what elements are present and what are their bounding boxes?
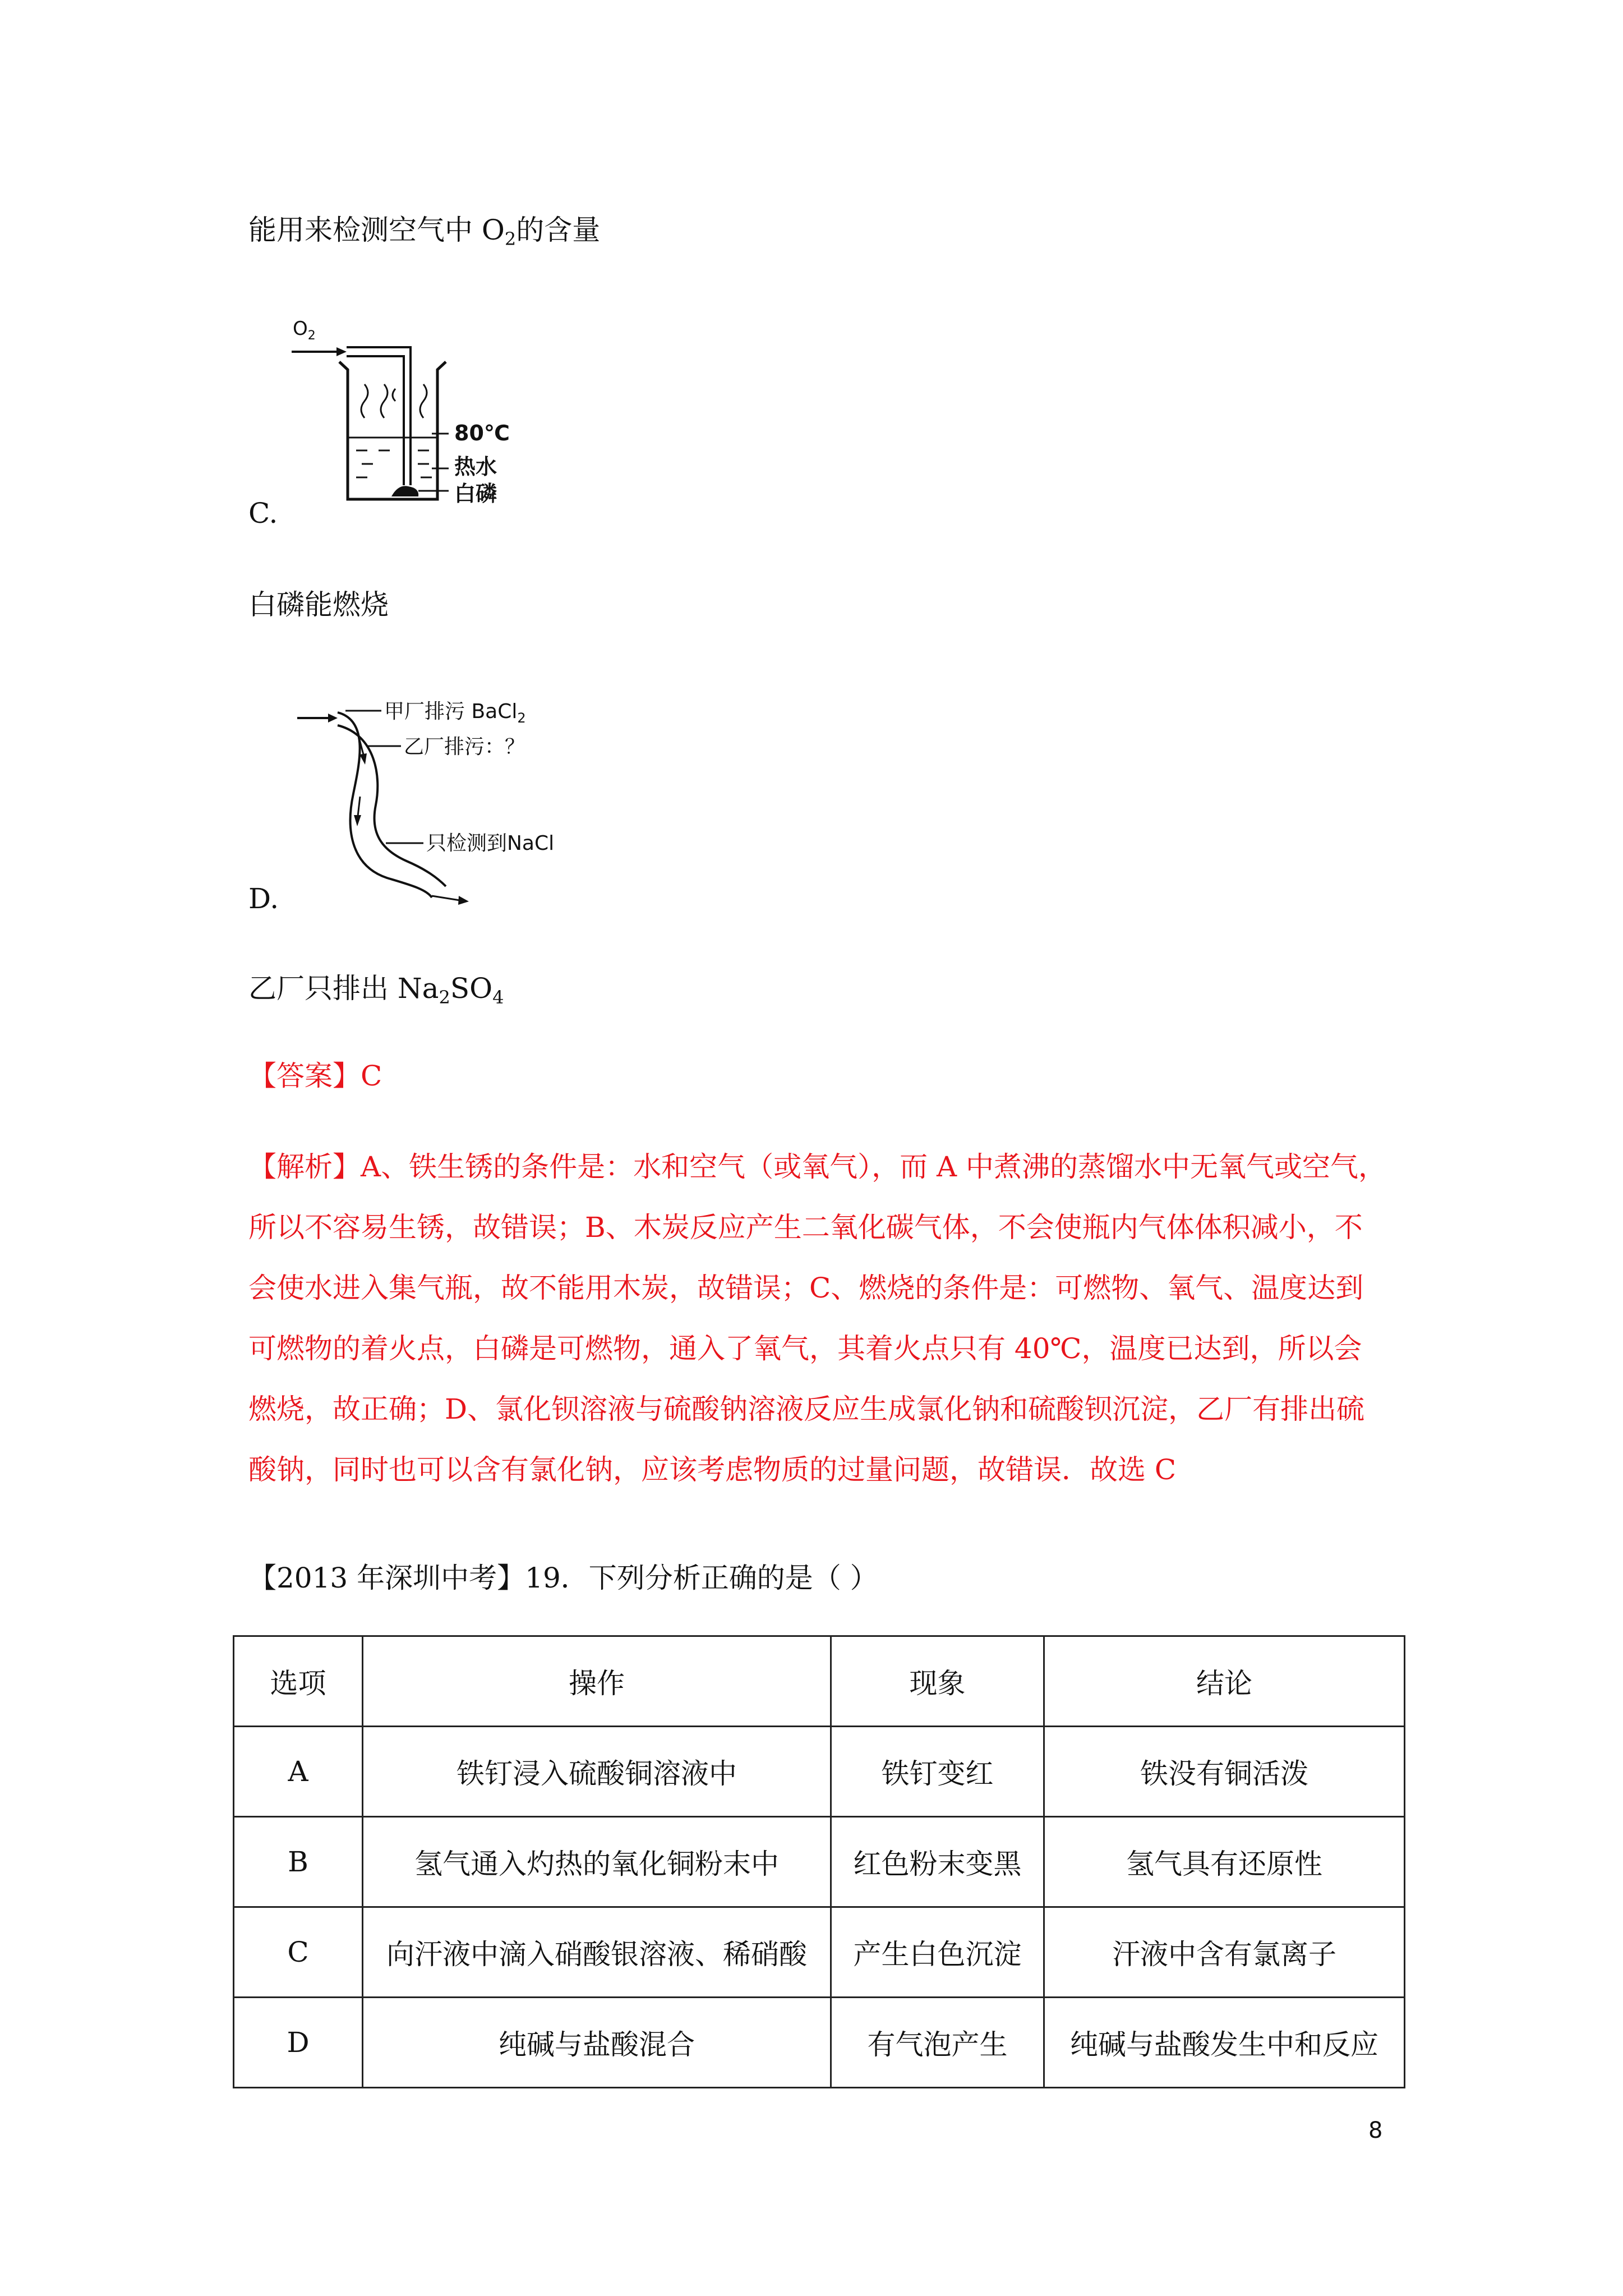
table-cell: 纯碱与盐酸发生中和反应 <box>1044 1998 1405 2088</box>
header-phenomenon: 现象 <box>831 1636 1044 1727</box>
table-header-row <box>234 1636 1405 1727</box>
table-cell: 有气泡产生 <box>831 1998 1044 2088</box>
option-b-text: 能用来检测空气中 $O_2$的含量 <box>248 214 601 250</box>
svg-text:O2: $O_2$ <box>293 318 316 343</box>
svg-text:白磷: 白磷 <box>454 481 497 506</box>
analysis-table <box>233 1635 1405 2088</box>
option-c-label: C. <box>248 497 278 530</box>
table-cell: 氢气具有还原性 <box>1044 1817 1405 1907</box>
svg-text:80℃: 80℃ <box>454 421 510 445</box>
page-number: 8 <box>1368 2118 1383 2143</box>
table-cell: 铁钉变红 <box>831 1727 1044 1817</box>
svg-text:甲厂排污 BaCl2: 甲厂排污 BaCl$_2$ <box>384 700 526 726</box>
header-option: 选项 <box>234 1636 363 1727</box>
table-row <box>234 1727 1405 1817</box>
svg-text:乙厂排污：？: 乙厂排污：？ <box>404 735 525 758</box>
table-cell: 氢气通入灼热的氧化铜粉末中 <box>363 1817 831 1907</box>
answer-line: 【答案】C <box>248 1060 382 1092</box>
table-row <box>234 1907 1405 1998</box>
analysis-line-3: 会使水进入集气瓶，故不能用木炭，故错误；C、燃烧的条件是：可燃物、氧气、温度达到 <box>248 1272 1364 1304</box>
analysis-line-4: 可燃物的着火点，白磷是可燃物，通入了氧气，其着火点只有 40℃，温度已达到，所以会 <box>248 1332 1362 1365</box>
svg-text:只检测到NaCl: 只检测到NaCl <box>426 832 555 855</box>
table-cell: 汗液中含有氯离子 <box>1044 1907 1405 1998</box>
table-cell: A <box>234 1727 363 1817</box>
svg-text:热水: 热水 <box>454 454 497 479</box>
option-d-text: 乙厂只排出 $Na_2SO_4$ <box>248 972 504 1008</box>
question-stem: 【2013 年深圳中考】19．下列分析正确的是（ ） <box>248 1562 878 1594</box>
figure-d-river-diagram <box>292 682 606 906</box>
header-conclusion: 结论 <box>1044 1636 1405 1727</box>
analysis-line-2: 所以不容易生锈，故错误；B、木炭反应产生二氧化碳气体，不会使瓶内气体体积减小，不 <box>248 1211 1363 1244</box>
figure-c-apparatus <box>286 306 527 513</box>
table-cell: D <box>234 1998 363 2088</box>
option-d-label: D. <box>248 882 279 915</box>
table-cell: 向汗液中滴入硝酸银溶液、稀硝酸 <box>363 1907 831 1998</box>
table-row <box>234 1998 1405 2088</box>
analysis-line-1: 【解析】A、铁生锈的条件是：水和空气（或氧气），而 A 中煮沸的蒸馏水中无氧气或空气， <box>248 1151 1387 1183</box>
analysis-line-5: 燃烧，故正确；D、氯化钡溶液与硫酸钠溶液反应生成氯化钠和硫酸钡沉淀，乙厂有排出硫 <box>248 1393 1365 1425</box>
table-cell: 纯碱与盐酸混合 <box>363 1998 831 2088</box>
table-cell: 铁钉浸入硫酸铜溶液中 <box>363 1727 831 1817</box>
table-cell: 红色粉末变黑 <box>831 1817 1044 1907</box>
table-cell: C <box>234 1907 363 1998</box>
table-cell: 产生白色沉淀 <box>831 1907 1044 1998</box>
analysis-line-6: 酸钠，同时也可以含有氯化钠，应该考虑物质的过量问题，故错误．故选 C <box>248 1453 1177 1486</box>
option-c-text: 白磷能燃烧 <box>248 588 389 621</box>
header-operation: 操作 <box>363 1636 831 1727</box>
table-row <box>234 1817 1405 1907</box>
table-cell: B <box>234 1817 363 1907</box>
table-cell: 铁没有铜活泼 <box>1044 1727 1405 1817</box>
